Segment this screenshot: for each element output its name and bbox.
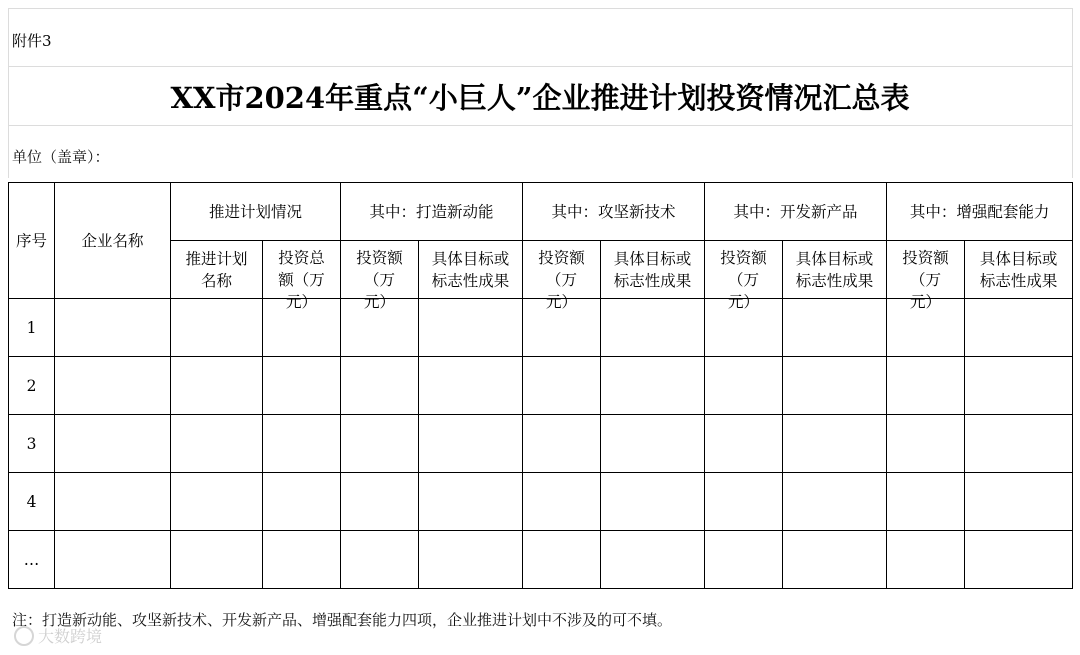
header-support-capacity: 其中：增强配套能力 bbox=[887, 183, 1073, 241]
watermark-text: 大数跨境 bbox=[38, 627, 103, 646]
cell[interactable] bbox=[171, 415, 263, 473]
watermark bbox=[14, 624, 102, 647]
cell[interactable] bbox=[263, 357, 341, 415]
summary-table bbox=[8, 182, 1073, 589]
cell[interactable] bbox=[171, 531, 263, 589]
cell[interactable] bbox=[523, 357, 601, 415]
cell[interactable] bbox=[419, 299, 523, 357]
footnote: 注：打造新动能、攻坚新技术、开发新产品、增强配套能力四项，企业推进计划中不涉及的可不填。 bbox=[12, 611, 673, 629]
table-row bbox=[9, 357, 1073, 415]
cell[interactable] bbox=[965, 299, 1073, 357]
attachment-label: 附件3 bbox=[12, 32, 52, 50]
row-seq: 3 bbox=[9, 415, 55, 473]
cell[interactable] bbox=[419, 473, 523, 531]
header-invest-amount: 投资额 （万 元） bbox=[341, 241, 419, 299]
cell[interactable] bbox=[783, 531, 887, 589]
cell[interactable] bbox=[341, 531, 419, 589]
cell[interactable] bbox=[55, 357, 171, 415]
cell[interactable] bbox=[55, 415, 171, 473]
table-row bbox=[9, 473, 1073, 531]
table-row bbox=[9, 415, 1073, 473]
watermark-logo-icon bbox=[14, 626, 34, 646]
page-title: XX市2024年重点“小巨人”企业推进计划投资情况汇总表 bbox=[170, 81, 910, 115]
header-plan-total: 投资总 额（万 元） bbox=[263, 241, 341, 299]
cell[interactable] bbox=[705, 473, 783, 531]
cell[interactable] bbox=[783, 357, 887, 415]
header-new-momentum: 其中：打造新动能 bbox=[341, 183, 523, 241]
cell[interactable] bbox=[705, 357, 783, 415]
cell[interactable] bbox=[601, 299, 705, 357]
cell[interactable] bbox=[601, 473, 705, 531]
cell[interactable] bbox=[419, 531, 523, 589]
cell[interactable] bbox=[419, 415, 523, 473]
cell[interactable] bbox=[705, 531, 783, 589]
header-new-tech: 其中：攻坚新技术 bbox=[523, 183, 705, 241]
header-target: 具体目标或 标志性成果 bbox=[601, 241, 705, 299]
cell[interactable] bbox=[341, 357, 419, 415]
cell[interactable] bbox=[171, 473, 263, 531]
cell[interactable] bbox=[965, 357, 1073, 415]
cell[interactable] bbox=[523, 473, 601, 531]
cell[interactable] bbox=[887, 415, 965, 473]
cell[interactable] bbox=[705, 415, 783, 473]
cell[interactable] bbox=[263, 415, 341, 473]
cell[interactable] bbox=[965, 415, 1073, 473]
cell[interactable] bbox=[887, 531, 965, 589]
cell[interactable] bbox=[601, 531, 705, 589]
header-invest-amount: 投资额 （万 元） bbox=[523, 241, 601, 299]
cell[interactable] bbox=[523, 415, 601, 473]
cell[interactable] bbox=[783, 415, 887, 473]
cell[interactable] bbox=[171, 299, 263, 357]
cell[interactable] bbox=[55, 473, 171, 531]
row-seq: 2 bbox=[9, 357, 55, 415]
cell[interactable] bbox=[783, 299, 887, 357]
header-invest-amount: 投资额 （万 元） bbox=[705, 241, 783, 299]
header-target: 具体目标或 标志性成果 bbox=[783, 241, 887, 299]
cell[interactable] bbox=[341, 473, 419, 531]
cell[interactable] bbox=[55, 531, 171, 589]
row-seq: 4 bbox=[9, 473, 55, 531]
table-row bbox=[9, 531, 1073, 589]
header-target: 具体目标或 标志性成果 bbox=[419, 241, 523, 299]
cell[interactable] bbox=[601, 357, 705, 415]
cell[interactable] bbox=[601, 415, 705, 473]
row-seq: 1 bbox=[9, 299, 55, 357]
header-seq: 序号 bbox=[9, 183, 55, 299]
header-company: 企业名称 bbox=[55, 183, 171, 299]
cell[interactable] bbox=[783, 473, 887, 531]
cell[interactable] bbox=[263, 531, 341, 589]
cell[interactable] bbox=[523, 531, 601, 589]
header-new-product: 其中：开发新产品 bbox=[705, 183, 887, 241]
cell[interactable] bbox=[55, 299, 171, 357]
header-invest-amount: 投资额 （万 元） bbox=[887, 241, 965, 299]
cell[interactable] bbox=[965, 531, 1073, 589]
header-target: 具体目标或 标志性成果 bbox=[965, 241, 1073, 299]
header-plan-status: 推进计划情况 bbox=[171, 183, 341, 241]
cell[interactable] bbox=[887, 357, 965, 415]
cell[interactable] bbox=[965, 473, 1073, 531]
cell[interactable] bbox=[887, 473, 965, 531]
cell[interactable] bbox=[341, 415, 419, 473]
row-seq: … bbox=[9, 531, 55, 589]
header-plan-name: 推进计划 名称 bbox=[171, 241, 263, 299]
cell[interactable] bbox=[171, 357, 263, 415]
cell[interactable] bbox=[263, 473, 341, 531]
unit-label: 单位（盖章）： bbox=[12, 148, 110, 166]
cell[interactable] bbox=[419, 357, 523, 415]
